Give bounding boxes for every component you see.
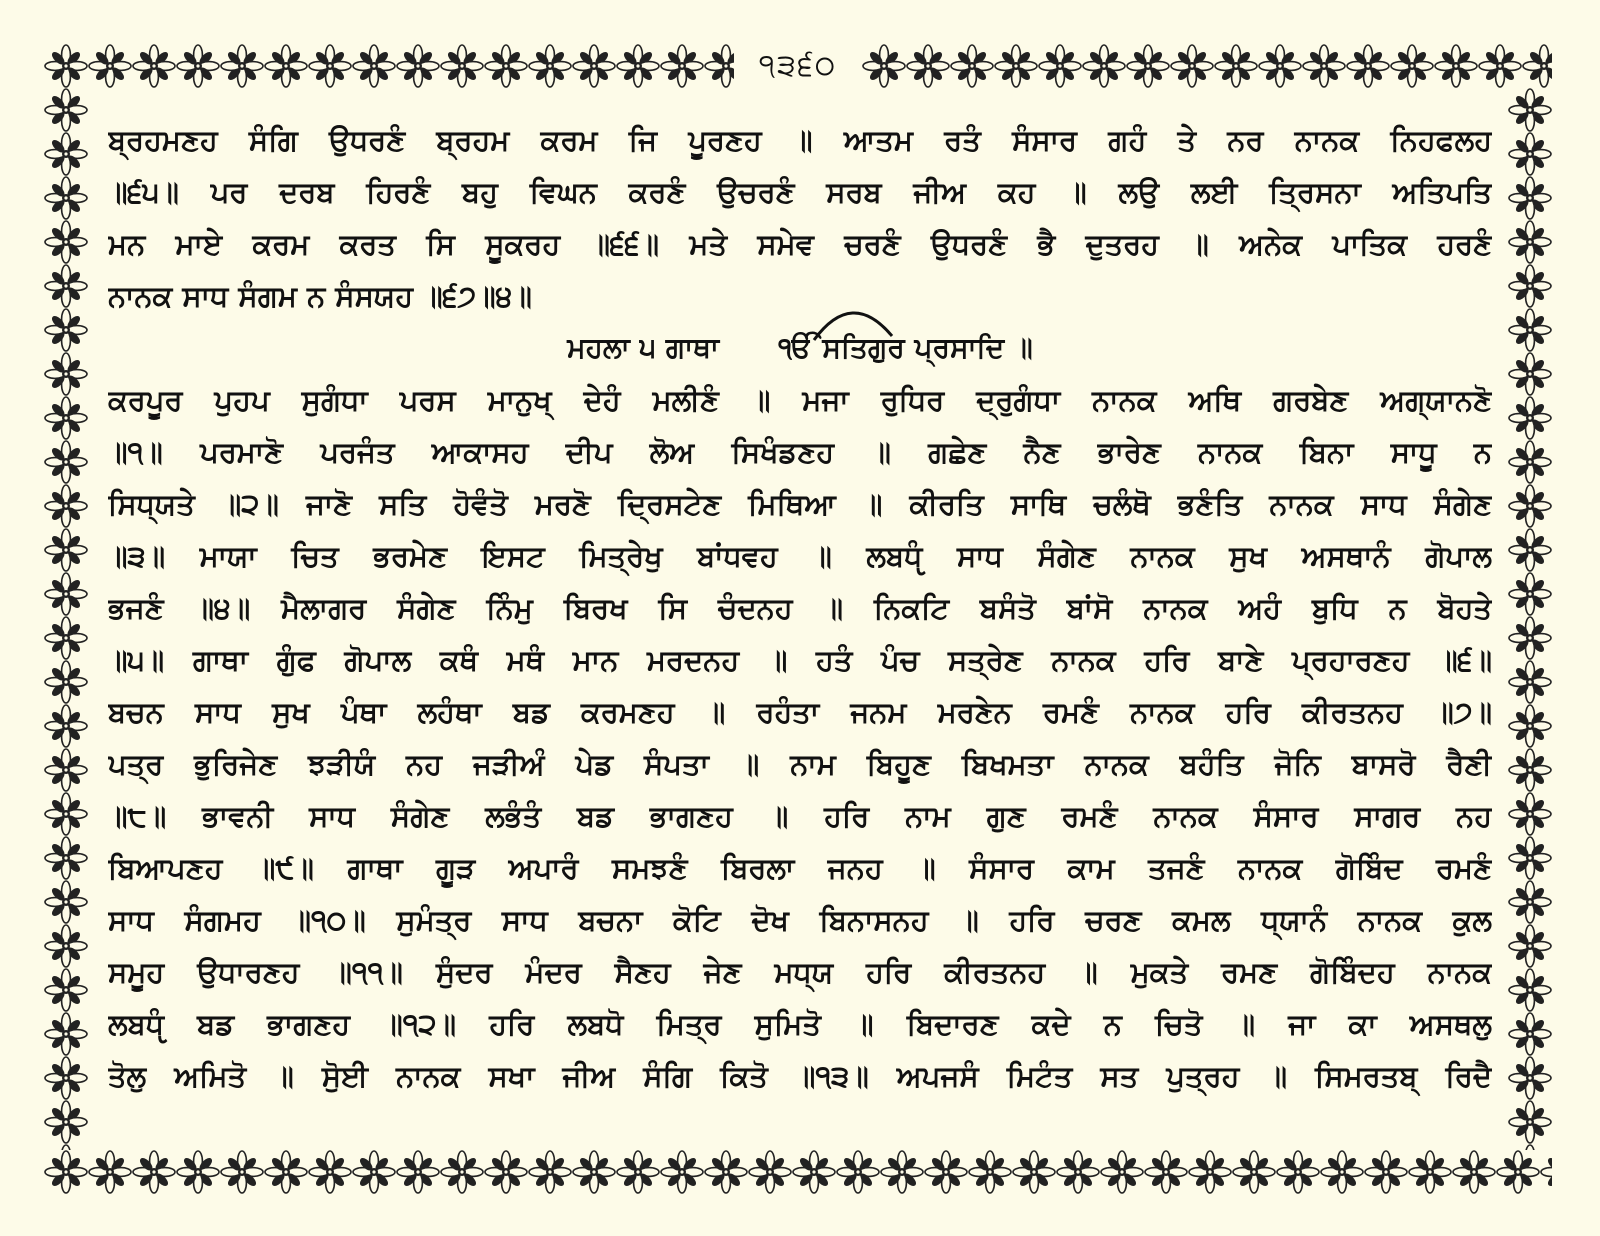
flower-ornament-icon xyxy=(44,660,88,704)
arc-mark-icon xyxy=(808,296,898,346)
border-top-left xyxy=(44,44,734,88)
flower-ornament-icon xyxy=(1508,660,1552,704)
flower-ornament-icon xyxy=(44,44,88,88)
flower-ornament-icon xyxy=(1390,44,1434,88)
flower-ornament-icon xyxy=(1302,44,1346,88)
text-line: ਕਰਪੂਰ ਪੁਹਪ ਸੁਗੰਧਾ ਪਰਸ ਮਾਨੁਖ੍ ਦੇਹੰ ਮਲੀਣੰ ॥ ਮਜਾ ਰੁਧਿਰ ਦ੍ਰੁਗੰਧਾ ਨਾਨਕ ਅਥਿ ਗਰਬੇਣ ਅਗ੍ਯਾਨਣੋ xyxy=(108,383,1492,417)
flower-ornament-icon xyxy=(1508,880,1552,924)
text-block-after xyxy=(108,374,1492,1102)
flower-ornament-icon xyxy=(484,44,528,88)
flower-ornament-icon xyxy=(1214,44,1258,88)
text-line: ਬਿਆਪਣਹ ॥੯॥ ਗਾਥਾ ਗੂੜ ਅਪਾਰੰ ਸਮਝਣੰ ਬਿਰਲਾ ਜਨਹ ॥ ਸੰਸਾਰ ਕਾਮ ਤਜਣੰ ਨਾਨਕ ਗੋਬਿੰਦ ਰਮਣੰ xyxy=(108,851,1492,885)
text-line: ਲਬਧੵੰ ਬਡ ਭਾਗਣਹ ॥੧੨॥ ਹਰਿ ਲਬਧੋ ਮਿਤ੍ਰ ਸੁਮਿਤੋ ॥ ਬਿਦਾਰਣ ਕਦੇ ਨ ਚਿਤੋ ॥ ਜਾ ਕਾ ਅਸਥਲੁ xyxy=(108,1007,1492,1041)
flower-ornament-icon xyxy=(484,1150,528,1194)
flower-ornament-icon xyxy=(1144,1150,1188,1194)
flower-ornament-icon xyxy=(1434,44,1478,88)
scripture-text xyxy=(108,114,1492,1102)
flower-ornament-icon xyxy=(1508,1056,1552,1100)
flower-ornament-icon xyxy=(1508,924,1552,968)
flower-ornament-icon xyxy=(1508,1100,1552,1144)
flower-ornament-icon xyxy=(994,44,1038,88)
flower-ornament-icon xyxy=(906,44,950,88)
flower-ornament-icon xyxy=(1508,396,1552,440)
flower-ornament-icon xyxy=(1508,176,1552,220)
flower-ornament-icon xyxy=(704,1150,748,1194)
text-line: ਸਾਧ ਸੰਗਮਹ ॥੧੦॥ ਸੁਮੰਤ੍ਰ ਸਾਧ ਬਚਨਾ ਕੋਟਿ ਦੋਖ ਬਿਨਾਸਨਹ ॥ ਹਰਿ ਚਰਣ ਕਮਲ ਧ੍ਯਾਨੰ ਨਾਨਕ ਕੁਲ xyxy=(108,903,1492,937)
flower-ornament-icon xyxy=(220,1150,264,1194)
text-line: ॥੮॥ ਭਾਵਨੀ ਸਾਧ ਸੰਗੇਣ ਲਭੰਤੰ ਬਡ ਭਾਗਣਹ ॥ ਹਰਿ ਨਾਮ ਗੁਣ ਰਮਣੰ ਨਾਨਕ ਸੰਸਾਰ ਸਾਗਰ ਨਹ xyxy=(108,799,1492,833)
flower-ornament-icon xyxy=(44,264,88,308)
flower-ornament-icon xyxy=(1508,616,1552,660)
flower-ornament-icon xyxy=(1508,792,1552,836)
text-line: ਤੋਲੁ ਅਮਿਤੋ ॥ ਸੋੁਈ ਨਾਨਕ ਸਖਾ ਜੀਅ ਸੰਗਿ ਕਿਤੋ ॥੧੩॥ ਅਪਜਸੰ ਮਿਟੰਤ ਸਤ ਪੁਤ੍ਰਹ ॥ ਸਿਮਰਤਬ੍ ਰਿਦੈ xyxy=(108,1059,1492,1093)
flower-ornament-icon xyxy=(924,1150,968,1194)
text-line: ॥੧॥ ਪਰਮਾਣੋ ਪਰਜੰਤ ਆਕਾਸਹ ਦੀਪ ਲੋਅ ਸਿਖੰਡਣਹ ॥ ਗਛੇਣ ਨੈਣ ਭਾਰੇਣ ਨਾਨਕ ਬਿਨਾ ਸਾਧੂ ਨ xyxy=(108,435,1492,469)
flower-ornament-icon xyxy=(880,1150,924,1194)
flower-ornament-icon xyxy=(1364,1150,1408,1194)
flower-ornament-icon xyxy=(440,44,484,88)
flower-ornament-icon xyxy=(1508,968,1552,1012)
flower-ornament-icon xyxy=(44,1100,88,1144)
flower-ornament-icon xyxy=(308,44,352,88)
flower-ornament-icon xyxy=(44,396,88,440)
flower-ornament-icon xyxy=(1232,1150,1276,1194)
flower-ornament-icon xyxy=(1082,44,1126,88)
flower-ornament-icon xyxy=(44,1144,88,1150)
flower-ornament-icon xyxy=(1346,44,1390,88)
flower-ornament-icon xyxy=(44,836,88,880)
flower-ornament-icon xyxy=(1478,44,1522,88)
flower-ornament-icon xyxy=(132,1150,176,1194)
flower-ornament-icon xyxy=(88,44,132,88)
flower-ornament-icon xyxy=(1522,44,1552,88)
flower-ornament-icon xyxy=(1508,220,1552,264)
flower-ornament-icon xyxy=(44,1012,88,1056)
flower-ornament-icon xyxy=(1188,1150,1232,1194)
border-bottom xyxy=(44,1150,1552,1194)
flower-ornament-icon xyxy=(1496,1150,1540,1194)
flower-ornament-icon xyxy=(1508,132,1552,176)
border-top-right xyxy=(862,44,1552,88)
flower-ornament-icon xyxy=(1408,1150,1452,1194)
text-line: ਸਮੂਹ ਉਧਾਰਣਹ ॥੧੧॥ ਸੁੰਦਰ ਮੰਦਰ ਸੈਣਹ ਜੇਣ ਮਧ੍ਯ ਹਰਿ ਕੀਰਤਨਹ ॥ ਮੁਕਤੇ ਰਮਣ ਗੋਬਿੰਦਹ ਨਾਨਕ xyxy=(108,955,1492,989)
flower-ornament-icon xyxy=(44,440,88,484)
border-right xyxy=(1508,88,1552,1150)
text-line: ਨਾਨਕ ਸਾਧ ਸੰਗਮ ਨ ਸੰਸਯਹ ॥੬੭॥੪॥ xyxy=(108,279,532,313)
flower-ornament-icon xyxy=(1038,44,1082,88)
flower-ornament-icon xyxy=(704,44,734,88)
flower-ornament-icon xyxy=(572,1150,616,1194)
flower-ornament-icon xyxy=(1508,748,1552,792)
flower-ornament-icon xyxy=(44,528,88,572)
flower-ornament-icon xyxy=(1276,1150,1320,1194)
flower-ornament-icon xyxy=(1508,308,1552,352)
flower-ornament-icon xyxy=(1508,1144,1552,1150)
flower-ornament-icon xyxy=(1508,352,1552,396)
flower-ornament-icon xyxy=(44,924,88,968)
flower-ornament-icon xyxy=(1056,1150,1100,1194)
flower-ornament-icon xyxy=(572,44,616,88)
flower-ornament-icon xyxy=(862,44,906,88)
text-line: ਸਿਧ੍ਯਤੇ ॥੨॥ ਜਾਣੋ ਸਤਿ ਹੋਵੰਤੋ ਮਰਣੋ ਦ੍ਰਿਸਟੇਣ ਮਿਥਿਆ ॥ ਕੀਰਤਿ ਸਾਥਿ ਚਲੰਥੋ ਭਣੰਤਿ ਨਾਨਕ ਸਾਧ ਸੰਗੇਣ xyxy=(108,487,1492,521)
flower-ornament-icon xyxy=(748,1150,792,1194)
text-line: ॥੩॥ ਮਾਯਾ ਚਿਤ ਭਰਮੇਣ ਇਸਟ ਮਿਤ੍ਰੇਖੁ ਬਾਂਧਵਹ ॥ ਲਬਧੵੰ ਸਾਧ ਸੰਗੇਣ ਨਾਨਕ ਸੁਖ ਅਸਥਾਨੰ ਗੋਪਾਲ xyxy=(108,539,1492,573)
flower-ornament-icon xyxy=(308,1150,352,1194)
flower-ornament-icon xyxy=(1258,44,1302,88)
flower-ornament-icon xyxy=(968,1150,1012,1194)
flower-ornament-icon xyxy=(44,792,88,836)
flower-ornament-icon xyxy=(440,1150,484,1194)
flower-ornament-icon xyxy=(950,44,994,88)
flower-ornament-icon xyxy=(792,1150,836,1194)
flower-ornament-icon xyxy=(616,44,660,88)
flower-ornament-icon xyxy=(1540,1150,1552,1194)
flower-ornament-icon xyxy=(616,1150,660,1194)
text-line: ਬ੍ਰਹਮਣਹ ਸੰਗਿ ਉਧਰਣੰ ਬ੍ਰਹਮ ਕਰਮ ਜਿ ਪੂਰਣਹ ॥ ਆਤਮ ਰਤੰ ਸੰਸਾਰ ਗਹੰ ਤੇ ਨਰ ਨਾਨਕ ਨਿਹਫਲਹ xyxy=(108,123,1492,157)
flower-ornament-icon xyxy=(1508,704,1552,748)
flower-ornament-icon xyxy=(44,484,88,528)
flower-ornament-icon xyxy=(352,44,396,88)
flower-ornament-icon xyxy=(660,44,704,88)
flower-ornament-icon xyxy=(44,1056,88,1100)
text-line: ਪਤ੍ਰ ਭੁਰਿਜੇਣ ਝੜੀਯੰ ਨਹ ਜੜੀਅੰ ਪੇਡ ਸੰਪਤਾ ॥ ਨਾਮ ਬਿਹੂਣ ਬਿਖਮਤਾ ਨਾਨਕ ਬਹੰਤਿ ਜੋਨਿ ਬਾਸਰੋ ਰੈਣੀ xyxy=(108,747,1492,781)
flower-ornament-icon xyxy=(1452,1150,1496,1194)
flower-ornament-icon xyxy=(44,880,88,924)
heading-left: ਮਹਲਾ ੫ ਗਾਥਾ xyxy=(567,331,720,364)
flower-ornament-icon xyxy=(1508,528,1552,572)
flower-ornament-icon xyxy=(660,1150,704,1194)
flower-ornament-icon xyxy=(1508,88,1552,132)
text-line: ਭਜਣੰ ॥੪॥ ਮੈਲਾਗਰ ਸੰਗੇਣ ਨਿੰਮੁ ਬਿਰਖ ਸਿ ਚੰਦਨਹ ॥ ਨਿਕਟਿ ਬਸੰਤੋ ਬਾਂਸੋ ਨਾਨਕ ਅਹੰ ਬੁਧਿ ਨ ਬੋਹਤੇ xyxy=(108,591,1492,625)
section-heading xyxy=(108,322,1492,374)
flower-ornament-icon xyxy=(176,44,220,88)
flower-ornament-icon xyxy=(264,44,308,88)
flower-ornament-icon xyxy=(44,88,88,132)
flower-ornament-icon xyxy=(44,748,88,792)
flower-ornament-icon xyxy=(1508,572,1552,616)
flower-ornament-icon xyxy=(44,220,88,264)
flower-ornament-icon xyxy=(1508,836,1552,880)
flower-ornament-icon xyxy=(396,44,440,88)
text-block-before xyxy=(108,114,1492,322)
flower-ornament-icon xyxy=(44,176,88,220)
flower-ornament-icon xyxy=(528,44,572,88)
flower-ornament-icon xyxy=(396,1150,440,1194)
border-left xyxy=(44,88,88,1150)
flower-ornament-icon xyxy=(1508,484,1552,528)
flower-ornament-icon xyxy=(352,1150,396,1194)
flower-ornament-icon xyxy=(44,132,88,176)
flower-ornament-icon xyxy=(1508,440,1552,484)
flower-ornament-icon xyxy=(1508,1012,1552,1056)
flower-ornament-icon xyxy=(88,1150,132,1194)
flower-ornament-icon xyxy=(528,1150,572,1194)
flower-ornament-icon xyxy=(836,1150,880,1194)
flower-ornament-icon xyxy=(1320,1150,1364,1194)
flower-ornament-icon xyxy=(44,352,88,396)
text-line: ॥੬੫॥ ਪਰ ਦਰਬ ਹਿਰਣੰ ਬਹੁ ਵਿਘਨ ਕਰਣੰ ਉਚਰਣੰ ਸਰਬ ਜੀਅ ਕਹ ॥ ਲਉ ਲਈ ਤ੍ਰਿਸਨਾ ਅਤਿਪਤਿ xyxy=(108,175,1492,209)
flower-ornament-icon xyxy=(44,704,88,748)
text-line: ਮਨ ਮਾਏ ਕਰਮ ਕਰਤ ਸਿ ਸੂਕਰਹ ॥੬੬॥ ਮਤੇ ਸਮੇਵ ਚਰਣੰ ਉਧਰਣੰ ਭੈ ਦੁਤਰਹ ॥ ਅਨੇਕ ਪਾਤਿਕ ਹਰਣੰ xyxy=(108,227,1492,261)
flower-ornament-icon xyxy=(176,1150,220,1194)
flower-ornament-icon xyxy=(220,44,264,88)
flower-ornament-icon xyxy=(264,1150,308,1194)
flower-ornament-icon xyxy=(1012,1150,1056,1194)
flower-ornament-icon xyxy=(1508,264,1552,308)
flower-ornament-icon xyxy=(1170,44,1214,88)
text-line: ॥੫॥ ਗਾਥਾ ਗੁੰਫ ਗੋਪਾਲ ਕਥੰ ਮਥੰ ਮਾਨ ਮਰਦਨਹ ॥ ਹਤੰ ਪੰਚ ਸਤ੍ਰੇਣ ਨਾਨਕ ਹਰਿ ਬਾਣੇ ਪ੍ਰਹਾਰਣਹ ॥੬॥ xyxy=(108,643,1492,677)
flower-ornament-icon xyxy=(1100,1150,1144,1194)
heading-right: ੴ ਸਤਿਗੁਰ ਪ੍ਰਸਾਦਿ ॥ xyxy=(778,331,1033,364)
flower-ornament-icon xyxy=(44,308,88,352)
text-line: ਬਚਨ ਸਾਧ ਸੁਖ ਪੰਥਾ ਲਹੰਥਾ ਬਡ ਕਰਮਣਹ ॥ ਰਹੰਤਾ ਜਨਮ ਮਰਣੇਨ ਰਮਣੰ ਨਾਨਕ ਹਰਿ ਕੀਰਤਨਹ ॥੭॥ xyxy=(108,695,1492,729)
flower-ornament-icon xyxy=(132,44,176,88)
flower-ornament-icon xyxy=(1126,44,1170,88)
flower-ornament-icon xyxy=(44,1150,88,1194)
page-number: ੧੩੬੦ xyxy=(758,48,838,83)
flower-ornament-icon xyxy=(44,968,88,1012)
flower-ornament-icon xyxy=(44,616,88,660)
flower-ornament-icon xyxy=(44,572,88,616)
